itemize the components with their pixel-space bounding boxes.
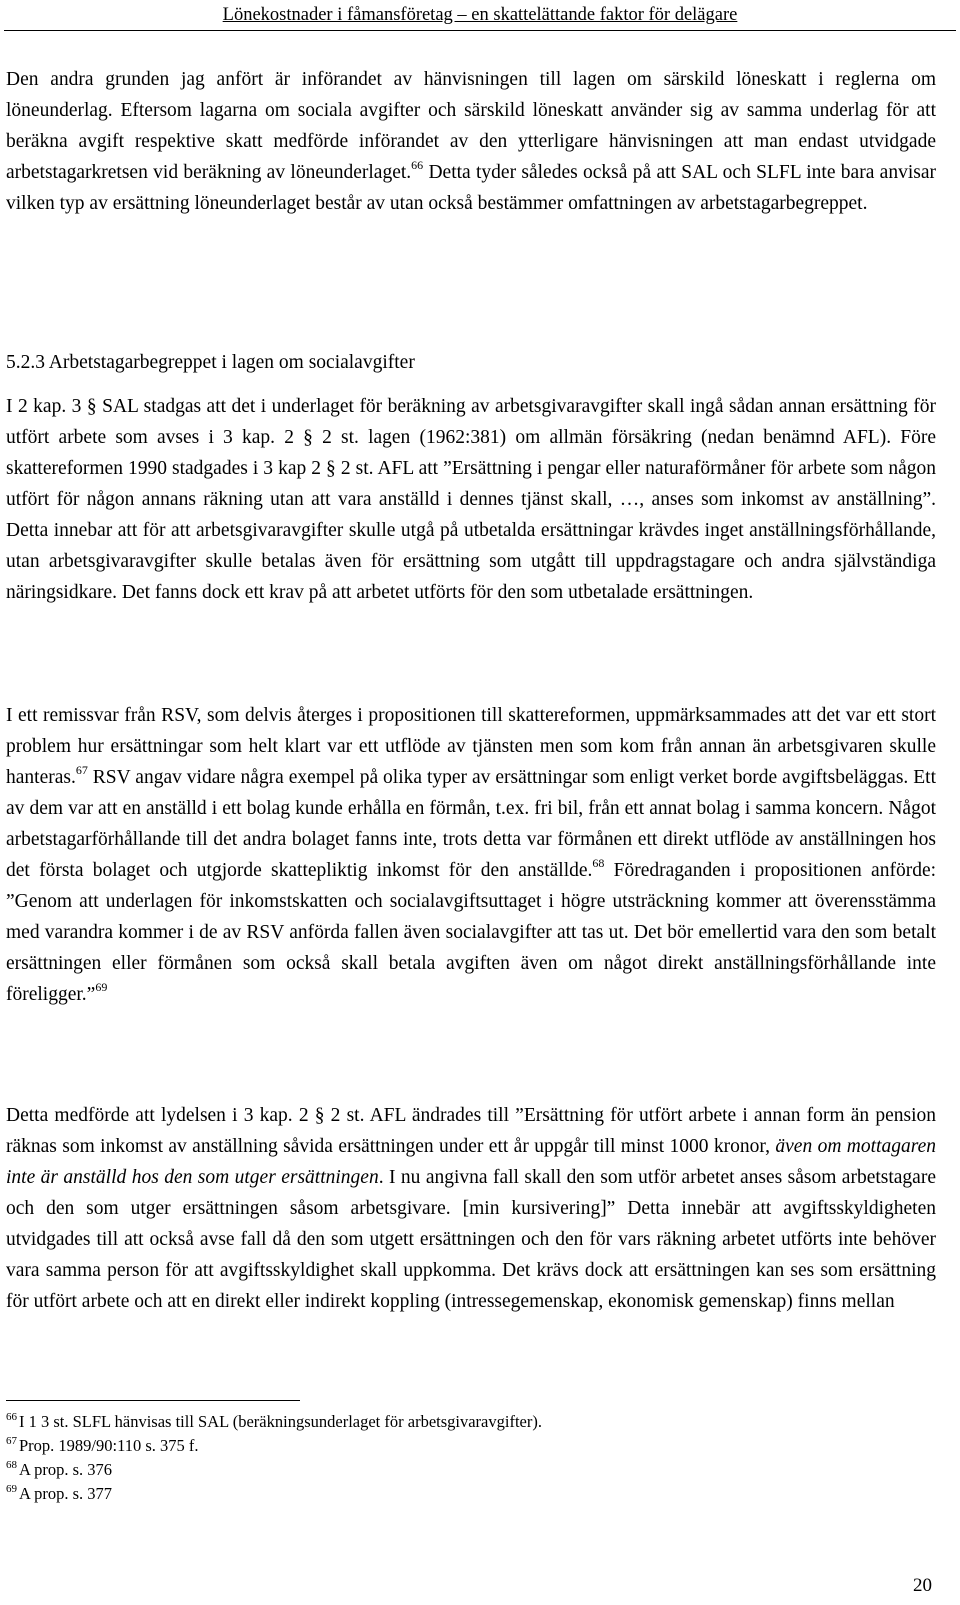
footnote-66 xyxy=(6,1410,936,1434)
footnote-number: 68 xyxy=(6,1458,17,1471)
paragraph-text: . I nu angivna fall skall den som utför arbetet anses såsom arbetstagare och den som utger ersättningen såsom arbetsgivare. [min kursivering]” Detta innebär att avgiftsskyldigheten utvidgades till att också avse fall då den som utgett ersättningen och den för vars räkning arbetet utförts inte behöver vara samma person för att avgiftsskyldighet skall uppkomma. Det krävs dock att ersättningen kan ses som ersättning för utfört arbete och att en direkt eller indirekt koppling (intressegemenskap, ekonomisk gemenskap) finns mellan xyxy=(6,1167,936,1312)
paragraph-text: Den andra grunden jag anfört är införandet av hänvisningen till lagen om särskild löneskatt i reglerna om löneunderlag. Eftersom lagarna om sociala avgifter och särskild löneskatt använder sig av samma underlag för att beräkna avgift respektive skatt medförde införandet av den ytterligare hänvisningen att man endast utvidgade arbetstagarkretsen vid beräkning av löneunderlaget. xyxy=(6,69,936,183)
footnote-number: 69 xyxy=(6,1482,17,1495)
footnote-text: I 1 3 st. SLFL hänvisas till SAL (beräkningsunderlaget för arbetsgivaravgifter). xyxy=(19,1412,542,1431)
paragraph-4 xyxy=(6,1100,936,1317)
footnote-67 xyxy=(6,1434,936,1458)
footnote-ref-67[interactable]: 67 xyxy=(75,762,88,777)
paragraph-text: RSV angav vidare några exempel på olika typer av ersättningar som enligt verket borde avgiftsbeläggas. Ett av dem var att en anställd i ett bolag kunde erhålla en förmån, t.ex. fri bil, från ett annat bolag i samma koncern. Något arbetstagarförhållande till det andra bolaget fanns inte, trots detta var förmånen ett direkt utflöde av anställningen hos det första bolaget och utgjorde skattepliktig inkomst för den anställde. xyxy=(6,767,936,881)
footnote-text: Prop. 1989/90:110 s. 375 f. xyxy=(19,1436,199,1455)
italic-text: även om mottagaren inte är anställd hos den som utger ersättningen xyxy=(6,1136,936,1188)
footnote-text: A prop. s. 376 xyxy=(19,1460,113,1479)
footnote-ref-68[interactable]: 68 xyxy=(592,855,605,870)
footnote-list xyxy=(6,1410,936,1506)
paragraph-1 xyxy=(6,64,936,219)
paragraph-text: Föredraganden i propositionen anförde: ”Genom att underlagen för inkomstskatten och socialavgiftsuttaget i högre utsträckning kommer att överensstämma med varandra kommer i de av RSV anförda fallen även socialavgifter att tas ut. Det bör emellertid vara den som betalt ersättningen eller förmånen som också skall betala avgiften även om något direkt anställningsförhållande inte föreligger.” xyxy=(6,860,937,1005)
running-header: Lönekostnader i fåmansföretag – en skattelättande faktor för delägare xyxy=(222,5,738,25)
header-rule xyxy=(4,30,956,31)
footnote-ref-66[interactable]: 66 xyxy=(411,157,424,172)
paragraph-text: Detta tyder således också på att SAL och SLFL inte bara anvisar vilken typ av ersättning löneunderlaget består av utan också bestämmer omfattningen av arbetstagarbegreppet. xyxy=(6,162,936,214)
paragraph-text: I 2 kap. 3 § SAL stadgas att det i underlaget för beräkning av arbetsgivaravgifter skall ingå sådan annan ersättning för utfört arbete som avses i 3 kap. 2 § 2 st. lagen (1962:381) om allmän försäkring (nedan benämnd AFL). Före skattereformen 1990 stadgades i 3 kap 2 § 2 st. AFL att ”Ersättning i pengar eller naturaförmåner för arbete som någon utfört för någon annans räkning utan att vara anställd i dennes tjänst skall, …, anses som inkomst av anställning”. Detta innebar att för att arbetsgivaravgifter skulle utgå på utbetalda ersättningar krävdes inget anställningsförhållande, utan arbetsgivaravgifter skulle betalas även för ersättning som utgått till uppdragstagare och andra självständiga näringsidkare. Det fanns dock ett krav på att arbetet utförts för den som utbetalade ersättningen. xyxy=(6,396,936,603)
page-number: 20 xyxy=(913,1575,932,1596)
footnote-number: 66 xyxy=(6,1410,17,1423)
footnote-69 xyxy=(6,1482,936,1506)
paragraph-3 xyxy=(6,700,936,1010)
footnote-number: 67 xyxy=(6,1434,17,1447)
section-heading: 5.2.3 Arbetstagarbegreppet i lagen om socialavgifter xyxy=(6,352,415,373)
paragraph-text: I ett remissvar från RSV, som delvis återges i propositionen till skattereformen, uppmärksammades att det var ett stort problem hur ersättningar som helt klart var ett utflöde av tjänsten men som kom från annan än arbetsgivaren skulle hanteras. xyxy=(6,705,936,788)
paragraph-2 xyxy=(6,391,936,608)
paragraph-text: Detta medförde att lydelsen i 3 kap. 2 § 2 st. AFL ändrades till ”Ersättning för utfört arbete i annan form än pension räknas som inkomst av anställning såvida ersättningen under ett år uppgår till minst 1000 kronor, xyxy=(6,1105,936,1157)
footnote-text: A prop. s. 377 xyxy=(19,1484,113,1503)
footnote-68 xyxy=(6,1458,936,1482)
footnote-separator xyxy=(6,1400,300,1401)
footnote-ref-69[interactable]: 69 xyxy=(95,979,108,994)
